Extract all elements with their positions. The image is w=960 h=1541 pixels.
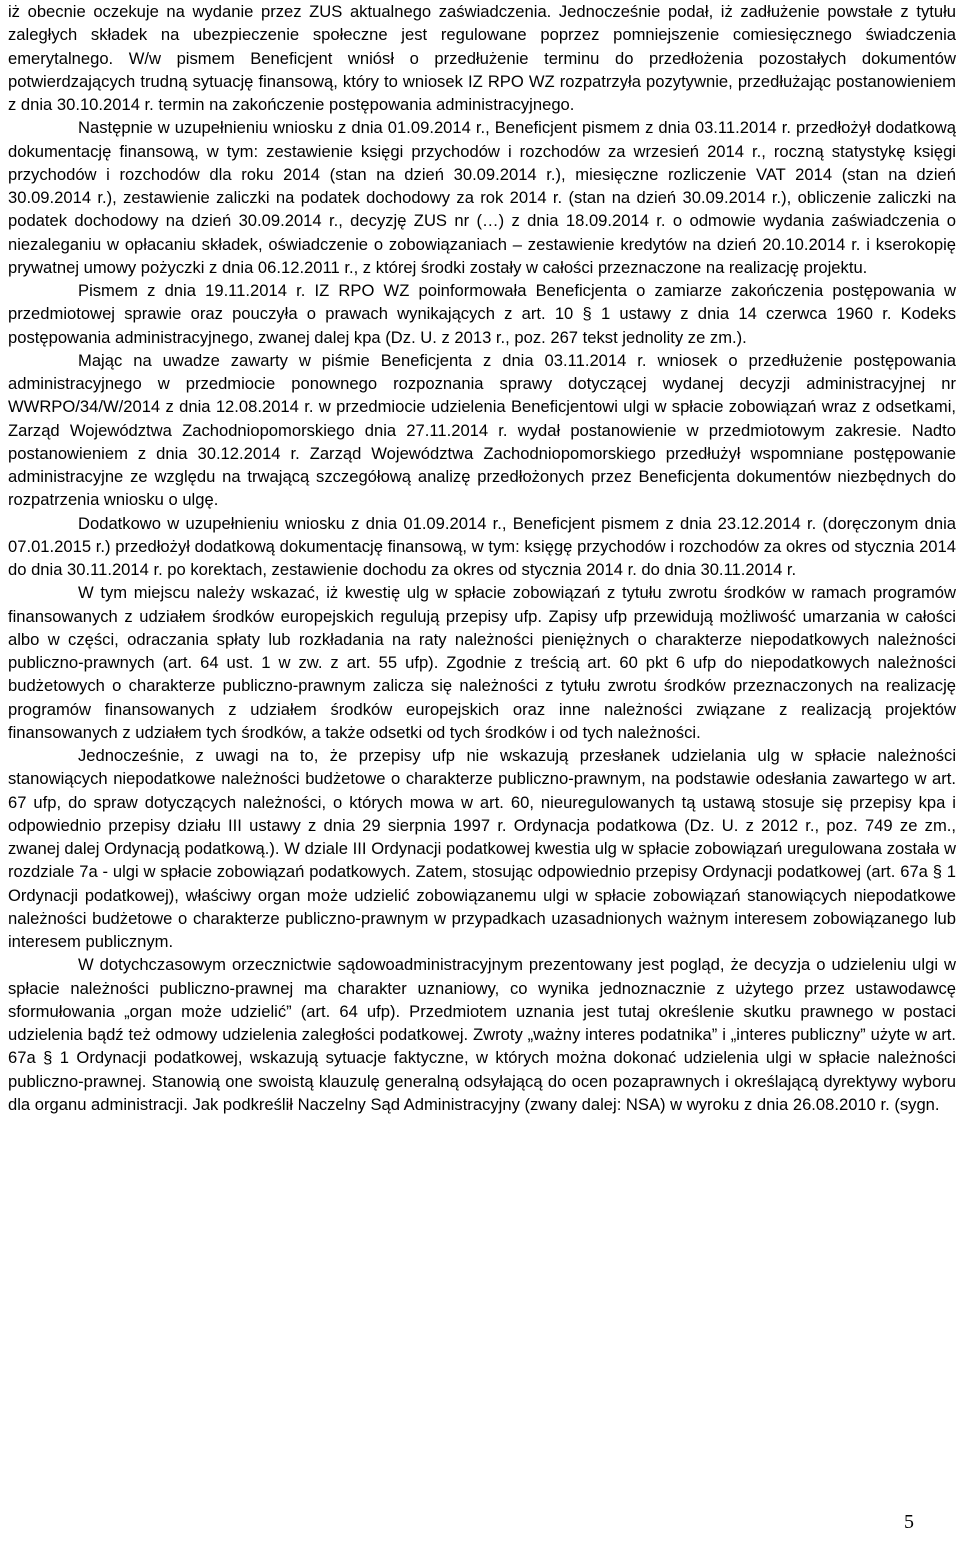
paragraph-7: Jednocześnie, z uwagi na to, że przepisy ufp nie wskazują przesłanek udzielania ulg w spłacie należności stanowiących niepodatkowe należności budżetowe o charakterze publiczno-prawnym, na podstawie odesłania zawartego w art. 67 ufp, do spraw dotyczących należności, o których mowa w art. 60, nieuregulowanych tą ustawą stosuje się przepisy kpa i odpowiednio przepisy działu III ustawy z dnia 29 sierpnia 1997 r. Ordynacja podatkowa (Dz. U. z 2012 r., poz. 749 ze zm., zwanej dalej Ordynacją podatkową.). W dziale III Ordynacji podatkowej kwestia ulg w spłacie zobowiązań uregulowana została w rozdziale 7a - ulgi w spłacie zobowiązań podatkowych. Zatem, stosując odpowiednio przepisy Ordynacji podatkowej (art. 67a § 1 Ordynacji podatkowej), właściwy organ może udzielić zobowiązanemu ulgi w spłacie zobowiązań stanowiących niepodatkowe należności budżetowe o charakterze publiczno-prawnym w przypadkach uzasadnionych ważnym interesem zobowiązanego lub interesem publicznym.	[8, 746, 956, 951]
paragraph-2: Następnie w uzupełnieniu wniosku z dnia 01.09.2014 r., Beneficjent pismem z dnia 03.11.2014 r. przedłożył dodatkową dokumentację finansową, w tym: zestawienie księgi przychodów i rozchodów za wrzesień 2014 r., roczną statystykę księgi przychodów i rozchodów dla roku 2014 (stan na dzień 30.09.2014 r.), miesięczne rozliczenie VAT 2014 (stan na dzień 30.09.2014 r.), zestawienie zaliczki na podatek dochodowy za rok 2014 r. (stan na dzień 30.09.2014 r.), obliczenie zaliczki na podatek dochodowy na dzień 30.09.2014 r., decyzję ZUS nr (…) z dnia 18.09.2014 r. o odmowie wydania zaświadczenia o niezaleganiu w opłacaniu składek, oświadczenie o zobowiązaniach – zestawienie kredytów na dzień 20.10.2014 r. i kserokopię prywatnej umowy pożyczki z dnia 06.12.2011 r., z której środki zostały w całości przeznaczone na realizację projektu.	[8, 118, 956, 277]
paragraph-8: W dotychczasowym orzecznictwie sądowoadministracyjnym prezentowany jest pogląd, że decyzja o udzieleniu ulgi w spłacie należności publiczno-prawnej ma charakter uznaniowy, co wynika jednoznacznie z użytego przez ustawodawcę sformułowania „organ może udzielić” (art. 64 ufp). Przedmiotem uznania jest tutaj określenie skutku prawnego w postaci udzielenia bądź też odmowy udzielenia zaległości podatkowej. Zwroty „ważny interes podatnika” i „interes publiczny” użyte w art. 67a § 1 Ordynacji podatkowej, wskazują sytuacje faktyczne, w których można dokonać udzielenia ulgi w spłacie należności publiczno-prawnej. Stanowią one swoistą klauzulę generalną odsyłającą do ocen pozaprawnych i określającą dyrektywy wyboru dla organu administracji. Jak podkreślił Naczelny Sąd Administracyjny (zwany dalej: NSA) w wyroku z dnia 26.08.2010 r. (sygn.	[8, 955, 956, 1114]
paragraph-4: Mając na uwadze zawarty w piśmie Beneficjenta z dnia 03.11.2014 r. wniosek o przedłużenie postępowania administracyjnego w przedmiocie ponownego rozpoznania sprawy dotyczącej wydanej decyzji administracyjnej nr WWRPO/34/W/2014 z dnia 12.08.2014 r. w przedmiocie udzielenia Beneficjentowi ulgi w spłacie zobowiązań wraz z odsetkami, Zarząd Województwa Zachodniopomorskiego dnia 27.11.2014 r. wydał postanowienie w przedmiotowym zakresie. Nadto postanowieniem z dnia 30.12.2014 r. Zarząd Województwa Zachodniopomorskiego przedłużył wspomniane postępowanie administracyjne ze względu na trwającą szczegółową analizę przedłożonych przez Beneficjenta dokumentów niezbędnych do rozpatrzenia wniosku o ulgę.	[8, 350, 956, 510]
paragraph-6: W tym miejscu należy wskazać, iż kwestię ulg w spłacie zobowiązań z tytułu zwrotu środków w ramach programów finansowanych z udziałem środków europejskich regulują przepisy ufp. Zapisy ufp przewidują możliwość umarzania w całości albo w części, odraczania spłaty lub rozkładania na raty należności pieniężnych o charakterze niepodatkowych należności publiczno-prawnych (art. 64 ust. 1 w zw. z art. 55 ufp). Zgodnie z treścią art. 60 pkt 6 ufp do niepodatkowych należności budżetowych o charakterze publiczno-prawnym zalicza się należności z tytułu zwrotu środków przeznaczonych na realizację programów finansowanych z udziałem środków europejskich oraz inne należności związane z realizacją projektów finansowanych z udziałem tych środków, a także odsetki od tych środków i od tych należności.	[8, 583, 956, 742]
paragraph-1: iż obecnie oczekuje na wydanie przez ZUS aktualnego zaświadczenia. Jednocześnie podał, iż zadłużenie powstałe z tytułu zaległych składek na ubezpieczenie społeczne jest regulowane poprzez pomniejszenie comiesięcznego świadczenia emerytalnego. W/w pismem Beneficjent wniósł o przedłużenie terminu do przedłożenia pozostałych dokumentów potwierdzających trudną sytuację finansową, który to wniosek IZ RPO WZ rozpatrzyła pozytywnie, przedłużając postanowieniem z dnia 30.10.2014 r. termin na zakończenie postępowania administracyjnego.	[8, 2, 956, 114]
paragraph-3: Pismem z dnia 19.11.2014 r. IZ RPO WZ poinformowała Beneficjenta o zamiarze zakończenia postępowania w przedmiotowej sprawie oraz pouczyła o prawach wynikających z art. 10 § 1 ustawy z dnia 14 czerwca 1960 r. Kodeks postępowania administracyjnego, zwanej dalej kpa (Dz. U. z 2013 r., poz. 267 tekst jednolity ze zm.).	[8, 281, 956, 347]
document-page	[8, 0, 956, 1116]
paragraph-5: Dodatkowo w uzupełnieniu wniosku z dnia 01.09.2014 r., Beneficjent pismem z dnia 23.12.2014 r. (doręczonym dnia 07.01.2015 r.) przedłożył dodatkową dokumentację finansową, w tym: księgę przychodów i rozchodów za okres od stycznia 2014 do dnia 30.11.2014 r. po korektach, zestawienie dochodu za okres od stycznia 2014 r. do dnia 30.11.2014 r.	[8, 513, 956, 579]
page-number: 5	[904, 1511, 914, 1533]
